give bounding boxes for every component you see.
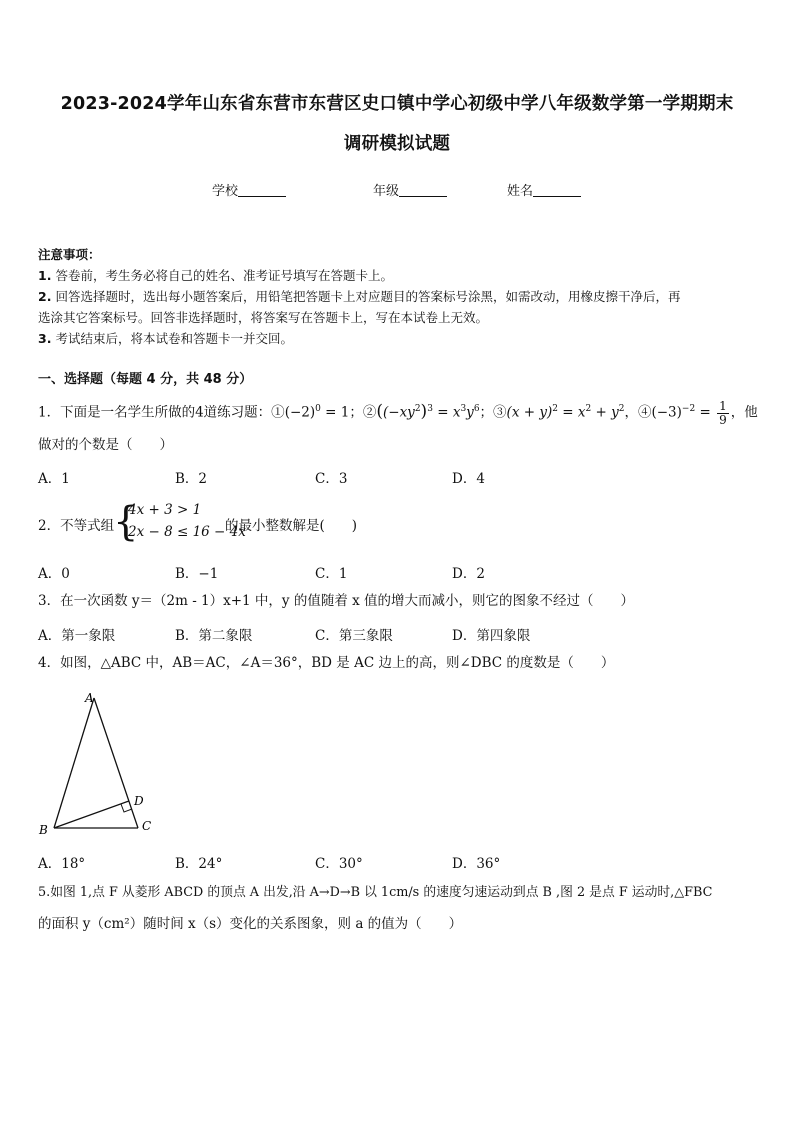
option-d[interactable]: D．第四象限 <box>452 628 531 644</box>
option-a[interactable]: A．18° <box>38 856 86 872</box>
label-a: A <box>85 691 94 705</box>
notes <box>38 244 758 349</box>
fraction: $\frac{1}{9}$ <box>719 398 727 427</box>
option-b[interactable]: B．2 <box>175 471 208 487</box>
triangle-figure <box>36 688 166 840</box>
notes-item: 2. 回答选择题时，选出每小题答案后，用铅笔把答题卡上对应题目的答案标号涂黑，如需改动，用橡皮擦干净后，再 <box>38 289 681 304</box>
grade-blank <box>399 184 447 197</box>
question-1: 1．下面是一名学生所做的4道练习题：$①(-2)^0 = 1$；$②((-xy^2)^3 = x^3y^6$；③(x + $y)^2 = x^2 + y^2$，$④(-3)^{-2}$ = $\frac{1}{9}$ ，他 <box>38 398 758 427</box>
option-d[interactable]: D．4 <box>452 471 485 487</box>
option-c[interactable]: C．第三象限 <box>315 628 393 644</box>
name-field <box>507 180 581 199</box>
brace-icon: { <box>113 499 139 545</box>
question-2-options <box>38 562 760 582</box>
question-1-options <box>38 467 760 487</box>
school-field <box>212 180 286 199</box>
option-b[interactable]: B．第二象限 <box>175 628 253 644</box>
option-a[interactable]: A．0 <box>38 566 70 582</box>
question-5-line1: 5.如图 1,点 F 从菱形 ABCD 的顶点 A 出发,沿 A→D→B 以 1cm/s 的速度匀速运动到点 B ,图 2 是点 F 运动时,△FBC <box>38 885 713 900</box>
name-label: 姓名 <box>507 184 534 199</box>
exam-title-line2: 调研模拟试题 <box>343 134 451 154</box>
question-4-options <box>38 852 760 872</box>
option-a[interactable]: A．1 <box>38 471 70 487</box>
altitude-bd <box>54 801 129 828</box>
option-b[interactable]: B．−1 <box>175 566 219 582</box>
side-ac <box>94 698 138 828</box>
notes-heading: 注意事项： <box>38 247 101 262</box>
exam-title-line1: 2023-2024学年山东省东营市东营区史口镇中学心初级中学八年级数学第一学期期末 <box>60 94 734 114</box>
label-d: D <box>134 794 144 808</box>
option-c[interactable]: C．30° <box>315 856 363 872</box>
inequality-2: 2x − 8 ≤ 16 − 4x <box>128 524 246 540</box>
question-2: 2．不等式组 { 4x + 3 > 1 2x − 8 ≤ 16 − 4x 的最小整数解是( ) <box>38 499 358 545</box>
option-c[interactable]: C．1 <box>315 566 348 582</box>
grade-field <box>373 180 447 199</box>
grade-label: 年级 <box>373 184 400 199</box>
notes-item: 选涂其它答案标号。回答非选择题时，将答案写在答题卡上，写在本试卷上无效。 <box>38 310 489 325</box>
school-blank <box>238 184 286 197</box>
option-d[interactable]: D．2 <box>452 566 485 582</box>
option-d[interactable]: D．36° <box>452 856 501 872</box>
label-b: B <box>39 823 48 837</box>
question-4: 4．如图，△ABC 中，AB＝AC，∠A＝36°，BD 是 AC 边上的高，则∠DBC 的度数是（ ） <box>38 655 615 671</box>
section-heading: 一、选择题（每题 4 分，共 48 分） <box>38 372 253 387</box>
question-3-options <box>38 624 760 644</box>
side-ab <box>54 698 94 828</box>
question-1-line2: 做对的个数是（ ） <box>38 437 173 453</box>
notes-item: 3. 考试结束后，将本试卷和答题卡一并交回。 <box>38 331 293 346</box>
notes-item: 1. 答卷前，考生务必将自己的姓名、准考证号填写在答题卡上。 <box>38 268 393 283</box>
label-c: C <box>142 819 152 833</box>
question-5-line2: 的面积 y（cm²）随时间 x（s）变化的关系图象，则 a 的值为（ ） <box>38 916 463 932</box>
name-blank <box>533 184 581 197</box>
inequality-1: 4x + 3 > 1 <box>128 502 202 518</box>
school-label: 学校 <box>212 184 239 199</box>
option-c[interactable]: C．3 <box>315 471 348 487</box>
question-3: 3．在一次函数 y＝（2m - 1）x+1 中，y 的值随着 x 值的增大而减小，则它的图象不经过（ ） <box>38 593 635 609</box>
option-a[interactable]: A．第一象限 <box>38 628 116 644</box>
option-b[interactable]: B．24° <box>175 856 223 872</box>
